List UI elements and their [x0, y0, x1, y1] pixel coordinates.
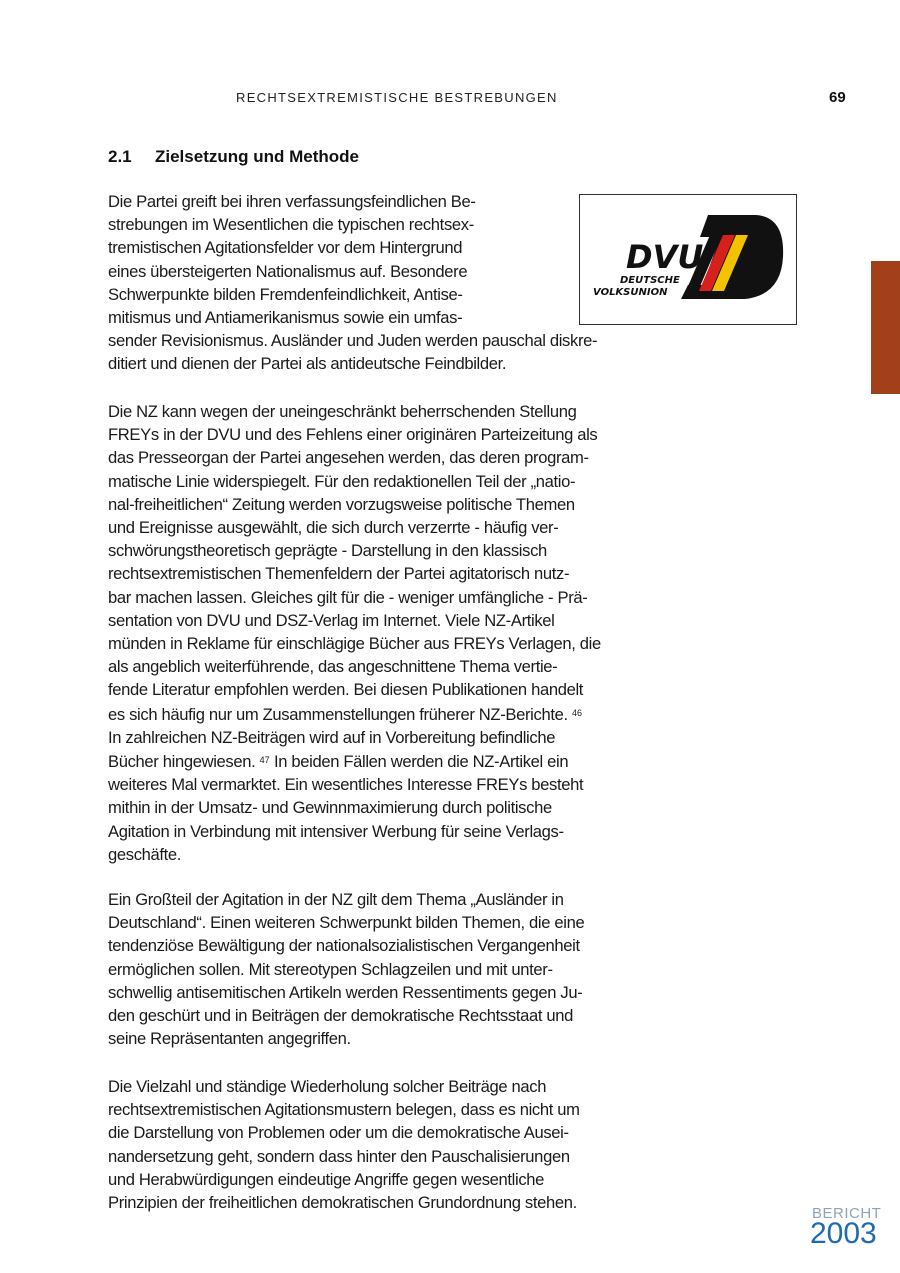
text-line: Prinzipien der freiheitlichen demokratischen Grundordnung stehen.	[108, 1193, 577, 1213]
text-line: ditiert und dienen der Partei als antideutsche Feindbilder.	[108, 354, 507, 374]
text-segment: In beiden Fällen werden die NZ-Artikel ein	[269, 752, 569, 772]
dvu-logo	[579, 194, 797, 325]
text-line: münden in Reklame für einschlägige Bücher aus FREYs Verlagen, die	[108, 634, 601, 654]
text-segment: es sich häufig nur um Zusammenstellungen früherer NZ-Berichte.	[108, 704, 572, 724]
text-line: matische Linie widerspiegelt. Für den redaktionellen Teil der „natio-	[108, 471, 576, 491]
text-line: eines übersteigerten Nationalismus auf. Besondere	[108, 261, 468, 281]
text-line: sender Revisionismus. Ausländer und Juden werden pauschal diskre-	[108, 331, 598, 351]
text-line: Schwerpunkte bilden Fremdenfeindlichkeit, Antise-	[108, 284, 463, 304]
section-number: 2.1	[108, 147, 132, 166]
side-tab	[871, 261, 900, 394]
text-line: Die Partei greift bei ihren verfassungsfeindlichen Be-	[108, 192, 476, 211]
text-line: und Herabwürdigungen eindeutige Angriffe gegen wesentliche	[108, 1169, 545, 1189]
text-line: Ein Großteil der Agitation in der NZ gilt dem Thema „Ausländer in	[108, 890, 564, 909]
text-line: Agitation in Verbindung mit intensiver Werbung für seine Verlags-	[108, 821, 564, 841]
footer-year: 2003	[810, 1217, 877, 1250]
text-line: schwörungstheoretisch geprägte - Darstellung in den klassisch	[108, 541, 547, 561]
logo-line-2: VOLKSUNION	[593, 287, 668, 298]
footnote-ref-47[interactable]: 47	[259, 755, 270, 766]
text-line: strebungen im Wesentlichen die typischen rechtsex-	[108, 215, 474, 235]
logo-main-text: DVU	[626, 238, 704, 276]
text-segment: Bücher hingewiesen.	[108, 752, 260, 772]
text-line: das Presseorgan der Partei angesehen werden, das deren program-	[108, 448, 589, 468]
footnote-ref-46[interactable]: 46	[572, 707, 583, 718]
text-line: mithin in der Umsatz- und Gewinnmaximierung durch politische	[108, 798, 552, 818]
text-line: Die Vielzahl und ständige Wiederholung solcher Beiträge nach	[108, 1077, 547, 1096]
running-header: RECHTSEXTREMISTISCHE BESTREBUNGEN	[236, 90, 558, 105]
text-line-with-footnote	[108, 749, 601, 773]
report-footer	[810, 1205, 880, 1248]
paragraph-1	[108, 190, 597, 376]
footer-word: BERICHT	[812, 1205, 882, 1222]
text-line: schwellig antisemitischen Artikeln werden Ressentiments gegen Ju-	[108, 982, 583, 1002]
text-line: ermöglichen sollen. Mit stereotypen Schlagzeilen und mit unter-	[108, 959, 553, 979]
text-line: fende Literatur empfohlen werden. Bei diesen Publikationen handelt	[108, 680, 584, 700]
section-title: Zielsetzung und Methode	[155, 147, 359, 166]
text-line: seine Repräsentanten angegriffen.	[108, 1029, 351, 1049]
text-line: die Darstellung von Problemen oder um die demokratische Ausei-	[108, 1123, 569, 1143]
paragraph-2	[108, 400, 601, 866]
text-line: FREYs in der DVU und des Fehlens einer originären Parteizeitung als	[108, 425, 598, 445]
text-line: tendenziöse Bewältigung der nationalsozialistischen Vergangenheit	[108, 936, 580, 956]
text-line: rechtsextremistischen Agitationsmustern belegen, dass es nicht um	[108, 1100, 580, 1120]
text-line: nandersetzung geht, sondern dass hinter den Pauschalisierungen	[108, 1146, 570, 1166]
text-line-with-footnote	[108, 702, 601, 726]
section-heading	[108, 147, 359, 167]
text-line: In zahlreichen NZ-Beiträgen wird auf in Vorbereitung befindliche	[108, 727, 556, 747]
text-line: nal-freiheitlichen“ Zeitung werden vorzugsweise politische Themen	[108, 494, 575, 514]
text-line: rechtsextremistischen Themenfeldern der Partei agitatorisch nutz-	[108, 564, 570, 584]
text-line: den geschürt und in Beiträgen der demokratische Rechtsstaat und	[108, 1006, 573, 1026]
text-line: und Ereignisse ausgewählt, die sich durch verzerrte - häufig ver-	[108, 518, 559, 538]
page-number: 69	[829, 89, 846, 106]
paragraph-3	[108, 888, 584, 1050]
text-line: als angeblich weiterführende, das angeschnittene Thema vertie-	[108, 657, 558, 677]
text-line: weiteres Mal vermarktet. Ein wesentliches Interesse FREYs besteht	[108, 775, 584, 795]
text-line: tremistischen Agitationsfelder vor dem Hintergrund	[108, 238, 463, 258]
logo-line-1: DEUTSCHE	[620, 275, 680, 286]
paragraph-4	[108, 1075, 580, 1214]
text-line: mitismus und Antiamerikanismus sowie ein umfas-	[108, 308, 463, 328]
text-line: geschäfte.	[108, 844, 182, 864]
text-line: Deutschland“. Einen weiteren Schwerpunkt bilden Themen, die eine	[108, 913, 585, 933]
text-line: Die NZ kann wegen der uneingeschränkt beherrschenden Stellung	[108, 402, 577, 421]
text-line: bar machen lassen. Gleiches gilt für die - weniger umfängliche - Prä-	[108, 587, 588, 607]
text-line: sentation von DVU und DSZ-Verlag im Internet. Viele NZ-Artikel	[108, 610, 555, 630]
